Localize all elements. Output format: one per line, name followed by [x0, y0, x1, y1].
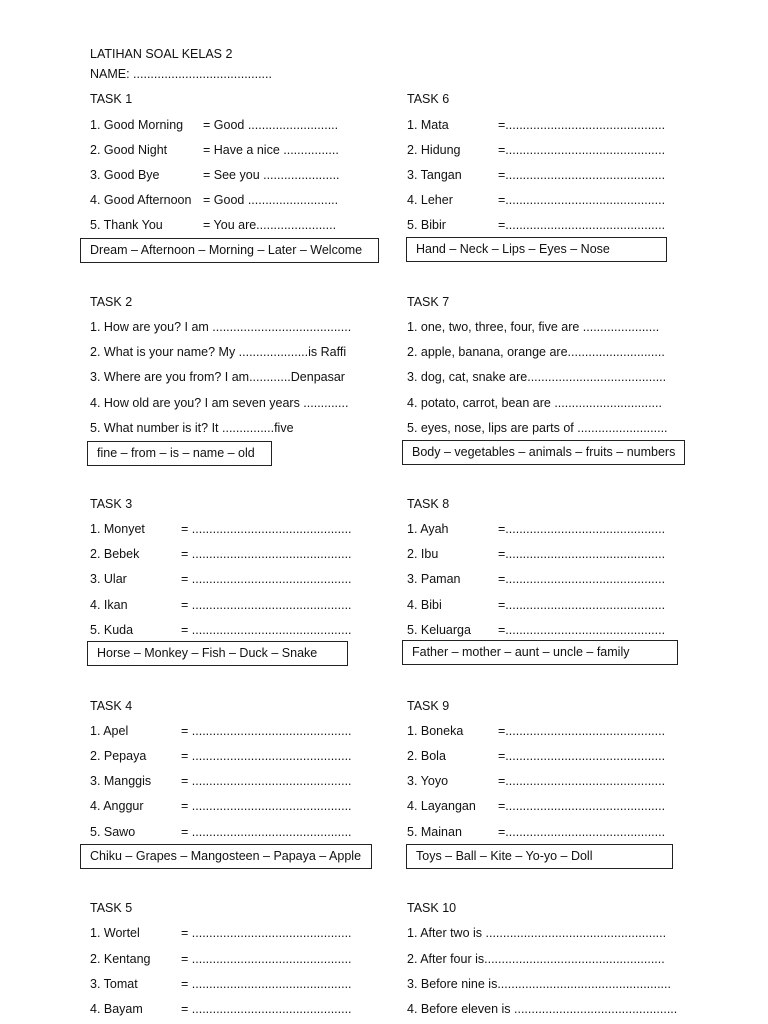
task-7-item-5: 5. eyes, nose, lips are parts of .......................... — [407, 421, 668, 435]
task-4-item-1-label: 1. Apel — [90, 724, 129, 738]
task-8-title: TASK 8 — [407, 497, 450, 511]
task-6-item-5-label: 5. Bibir — [407, 218, 446, 232]
task-4-item-5-answer: = .............................................. — [181, 825, 352, 839]
task-2-item-2: 2. What is your name? My ....................is Raffi — [90, 345, 347, 359]
task-3-item-4-label: 4. Ikan — [90, 598, 128, 612]
task-5-item-3-answer: = .............................................. — [181, 977, 352, 991]
task-9-item-2-label: 2. Bola — [407, 749, 446, 763]
task-9-item-4-label: 4. Layangan — [407, 799, 476, 813]
task-4-item-3-answer: = .............................................. — [181, 774, 352, 788]
task-8-item-4-label: 4. Bibi — [407, 598, 442, 612]
task-4-item-3-label: 3. Manggis — [90, 774, 152, 788]
task-5-item-2-label: 2. Kentang — [90, 952, 151, 966]
task-1-item-3-answer: = See you ...................... — [203, 168, 340, 182]
task-4-title: TASK 4 — [90, 699, 133, 713]
task-3-item-3-label: 3. Ular — [90, 572, 127, 586]
task-7-title: TASK 7 — [407, 295, 450, 309]
task-6-item-3-label: 3. Tangan — [407, 168, 462, 182]
task-8-item-5-label: 5. Keluarga — [407, 623, 471, 637]
task-2-title: TASK 2 — [90, 295, 133, 309]
task-4-item-4-label: 4. Anggur — [90, 799, 144, 813]
task-2-word-bank: fine – from – is – name – old — [87, 441, 272, 466]
task-3-item-1-answer: = .............................................. — [181, 522, 352, 536]
task-3-item-4-answer: = .............................................. — [181, 598, 352, 612]
task-10-item-2: 2. After four is.................................................... — [407, 952, 665, 966]
task-1-item-4-label: 4. Good Afternoon — [90, 193, 192, 207]
task-1-item-2-label: 2. Good Night — [90, 143, 168, 157]
task-5-item-4-label: 4. Bayam — [90, 1002, 143, 1016]
task-1-item-3-label: 3. Good Bye — [90, 168, 160, 182]
task-8-word-bank: Father – mother – aunt – uncle – family — [402, 640, 678, 665]
task-4-item-2-label: 2. Pepaya — [90, 749, 147, 763]
task-9-item-1-label: 1. Boneka — [407, 724, 464, 738]
task-9-item-3-label: 3. Yoyo — [407, 774, 449, 788]
task-9-title: TASK 9 — [407, 699, 450, 713]
task-7-item-1: 1. one, two, three, four, five are ...................... — [407, 320, 660, 334]
task-9-item-5-label: 5. Mainan — [407, 825, 462, 839]
task-7-item-3: 3. dog, cat, snake are........................................ — [407, 370, 667, 384]
task-6-title: TASK 6 — [407, 92, 450, 106]
task-4-word-bank: Chiku – Grapes – Mangosteen – Papaya – Apple — [80, 844, 372, 869]
task-7-word-bank: Body – vegetables – animals – fruits – numbers — [402, 440, 685, 465]
task-6-item-2-label: 2. Hidung — [407, 143, 461, 157]
task-1-title: TASK 1 — [90, 92, 133, 106]
task-2-item-4: 4. How old are you? I am seven years ............. — [90, 396, 349, 410]
task-6-item-1-label: 1. Mata — [407, 118, 449, 132]
task-3-item-2-answer: = .............................................. — [181, 547, 352, 561]
task-2-item-1: 1. How are you? I am ........................................ — [90, 320, 352, 334]
task-5-item-4-answer: = .............................................. — [181, 1002, 352, 1016]
task-1-item-4-answer: = Good .......................... — [203, 193, 339, 207]
task-5-item-3-label: 3. Tomat — [90, 977, 138, 991]
task-7-item-4: 4. potato, carrot, bean are ............................... — [407, 396, 662, 410]
task-7-item-2: 2. apple, banana, orange are............................ — [407, 345, 665, 359]
task-2-item-5: 5. What number is it? It ...............five — [90, 421, 294, 435]
name-field-line: NAME: ........................................ — [90, 67, 272, 81]
task-8-item-3-answer: =.............................................. — [498, 572, 666, 586]
task-8-item-1-label: 1. Ayah — [407, 522, 449, 536]
task-8-item-4-answer: =.............................................. — [498, 598, 666, 612]
task-9-item-5-answer: =.............................................. — [498, 825, 666, 839]
task-9-item-2-answer: =.............................................. — [498, 749, 666, 763]
task-5-item-1-label: 1. Wortel — [90, 926, 140, 940]
task-6-item-1-answer: =.............................................. — [498, 118, 666, 132]
task-9-item-4-answer: =.............................................. — [498, 799, 666, 813]
task-3-item-5-label: 5. Kuda — [90, 623, 134, 637]
task-6-item-3-answer: =.............................................. — [498, 168, 666, 182]
task-1-item-1-answer: = Good .......................... — [203, 118, 339, 132]
task-3-title: TASK 3 — [90, 497, 133, 511]
task-8-item-2-answer: =.............................................. — [498, 547, 666, 561]
task-3-word-bank: Horse – Monkey – Fish – Duck – Snake — [87, 641, 348, 666]
task-2-item-3: 3. Where are you from? I am............Denpasar — [90, 370, 345, 384]
task-1-word-bank: Dream – Afternoon – Morning – Later – Welcome — [80, 238, 379, 263]
task-3-item-5-answer: = .............................................. — [181, 623, 352, 637]
task-1-item-1-label: 1. Good Morning — [90, 118, 184, 132]
task-6-item-5-answer: =.............................................. — [498, 218, 666, 232]
worksheet-title: LATIHAN SOAL KELAS 2 — [90, 47, 233, 61]
task-9-word-bank: Toys – Ball – Kite – Yo-yo – Doll — [406, 844, 673, 869]
task-1-item-2-answer: = Have a nice ................ — [203, 143, 339, 157]
task-1-item-5-answer: = You are....................... — [203, 218, 337, 232]
task-5-title: TASK 5 — [90, 901, 133, 915]
task-6-item-4-answer: =.............................................. — [498, 193, 666, 207]
task-10-title: TASK 10 — [407, 901, 457, 915]
task-6-word-bank: Hand – Neck – Lips – Eyes – Nose — [406, 237, 667, 262]
task-6-item-4-label: 4. Leher — [407, 193, 453, 207]
task-3-item-3-answer: = .............................................. — [181, 572, 352, 586]
task-4-item-4-answer: = .............................................. — [181, 799, 352, 813]
task-9-item-3-answer: =.............................................. — [498, 774, 666, 788]
task-4-item-2-answer: = .............................................. — [181, 749, 352, 763]
task-1-item-5-label: 5. Thank You — [90, 218, 163, 232]
task-5-item-2-answer: = .............................................. — [181, 952, 352, 966]
task-10-item-4: 4. Before eleven is ............................................... — [407, 1002, 678, 1016]
task-3-item-2-label: 2. Bebek — [90, 547, 140, 561]
task-8-item-5-answer: =.............................................. — [498, 623, 666, 637]
task-9-item-1-answer: =.............................................. — [498, 724, 666, 738]
task-6-item-2-answer: =.............................................. — [498, 143, 666, 157]
task-3-item-1-label: 1. Monyet — [90, 522, 145, 536]
task-4-item-1-answer: = .............................................. — [181, 724, 352, 738]
task-8-item-2-label: 2. Ibu — [407, 547, 439, 561]
task-4-item-5-label: 5. Sawo — [90, 825, 136, 839]
task-8-item-1-answer: =.............................................. — [498, 522, 666, 536]
task-8-item-3-label: 3. Paman — [407, 572, 461, 586]
task-5-item-1-answer: = .............................................. — [181, 926, 352, 940]
task-10-item-3: 3. Before nine is.................................................. — [407, 977, 671, 991]
task-10-item-1: 1. After two is .................................................... — [407, 926, 667, 940]
